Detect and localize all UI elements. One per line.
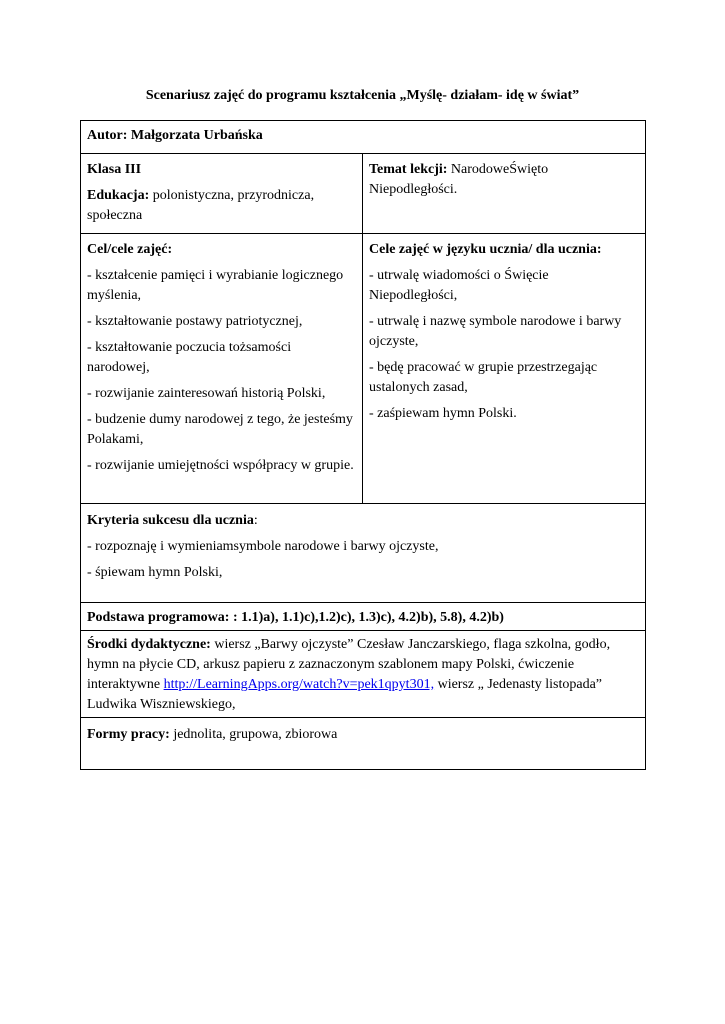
work-forms-value: jednolita, grupowa, zbiorowa: [169, 727, 338, 742]
curriculum-basis-text: Podstawa programowa: : 1.1)a), 1.1)c),1.2)c), 1.3)c), 4.2)b), 5.8), 4.2)b): [87, 610, 504, 625]
teaching-aids-row: [81, 631, 646, 718]
student-goal-item: - będę pracować w grupie przestrzegając ustalonych zasad,: [369, 360, 598, 395]
student-goal-item: - zaśpiewam hymn Polski.: [369, 406, 517, 421]
class-cell: [81, 154, 363, 234]
student-goals-label: Cele zajęć w języku ucznia/ dla ucznia:: [369, 242, 602, 257]
criteria-row: [81, 504, 646, 603]
goal-item: - rozwijanie zainteresowań historią Polski,: [87, 386, 326, 401]
goals-row: [81, 234, 646, 504]
page-title: Scenariusz zajęć do programu kształcenia „Myślę- działam- idę w świat”: [145, 88, 580, 103]
topic-cell: [363, 154, 646, 234]
topic-value: NarodoweŚwięto Niepodległości.: [369, 162, 549, 197]
goals-cell: [81, 234, 363, 504]
goal-item: - rozwijanie umiejętności współpracy w grupie.: [87, 458, 354, 473]
student-goal-item: - utrwalę wiadomości o Święcie Niepodległości,: [369, 268, 549, 303]
work-forms-row: [81, 718, 646, 770]
education-value: polonistyczna, przyrodnicza, społeczna: [87, 188, 315, 223]
curriculum-basis-cell: [81, 603, 646, 631]
teaching-aids-label: Środki dydaktyczne:: [87, 637, 211, 652]
teaching-aids-text-end: wiersz „ Jedenasty listopada” Ludwika Wiszniewskiego,: [87, 677, 603, 712]
learningapps-link[interactable]: http://LearningApps.org/watch?v=pek1qpyt301,: [163, 677, 435, 692]
goals-label: Cel/cele zajęć:: [87, 242, 173, 257]
author-cell: [81, 121, 646, 154]
criteria-item: - śpiewam hymn Polski,: [87, 565, 223, 580]
goal-item: - budzenie dumy narodowej z tego, że jesteśmy Polakami,: [87, 412, 353, 447]
curriculum-basis-row: [81, 603, 646, 631]
criteria-item: - rozpoznaję i wymieniamsymbole narodowe i barwy ojczyste,: [87, 539, 439, 554]
criteria-label: Kryteria sukcesu dla ucznia: [87, 513, 254, 528]
goal-item: - kształtowanie poczucia tożsamości narodowej,: [87, 340, 292, 375]
lesson-plan-table: [80, 120, 646, 770]
author-row: [81, 121, 646, 154]
class-label: Klasa III: [87, 162, 142, 177]
student-goal-item: - utrwalę i nazwę symbole narodowe i barwy ojczyste,: [369, 314, 622, 349]
class-topic-row: [81, 154, 646, 234]
work-forms-label: Formy pracy:: [87, 727, 170, 742]
criteria-cell: [81, 504, 646, 603]
work-forms-cell: [81, 718, 646, 770]
topic-label: Temat lekcji:: [369, 162, 448, 177]
teaching-aids-text: wiersz „Barwy ojczyste” Czesław Janczarskiego, flaga szkolna, godło, hymn na płycie CD, arkusz papieru z zaznaczonym szablonem mapy Polski, ćwiczenie interaktywne: [87, 637, 611, 692]
criteria-colon: :: [253, 513, 258, 528]
teaching-aids-cell: [81, 631, 646, 718]
education-label: Edukacja:: [87, 188, 150, 203]
goal-item: - kształtowanie postawy patriotycznej,: [87, 314, 303, 329]
goal-item: - kształcenie pamięci i wyrabianie logicznego myślenia,: [87, 268, 344, 303]
student-goals-cell: [363, 234, 646, 504]
author-text: Autor: Małgorzata Urbańska: [87, 128, 263, 143]
